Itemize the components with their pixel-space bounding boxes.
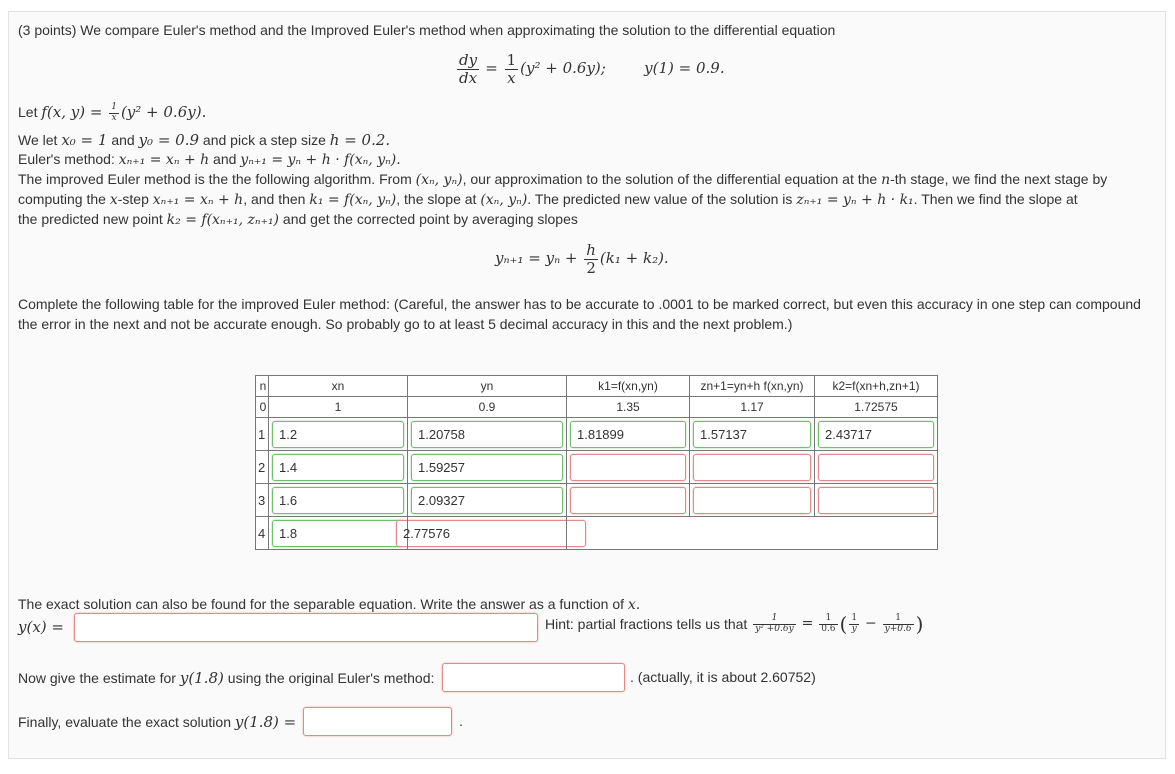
exact-value-input[interactable]: [303, 707, 452, 736]
table-row: 1 1.2 1.20758 1.81899 1.57137 2.43717: [256, 418, 938, 451]
k1-row1-input[interactable]: 1.81899: [570, 421, 686, 448]
k2-row1-input[interactable]: 2.43717: [818, 421, 934, 448]
initial-condition: y(1) = 0.9.: [644, 58, 725, 77]
euler-estimate-input[interactable]: [442, 663, 625, 692]
intro-text: (3 points) We compare Euler's method and the Improved Euler's method when approximating the solution to the differential equation: [18, 22, 836, 38]
header-xn: xn: [269, 376, 408, 397]
exact-solution-text: The exact solution can also be found for the separable equation. Write the answer as a function of x.: [18, 596, 641, 613]
header-k2: k2=f(xn+h,zn+1): [815, 376, 938, 397]
k1-row2-input[interactable]: [570, 454, 686, 481]
x1-input[interactable]: 1.2: [272, 421, 404, 448]
header-k1: k1=f(xn,yn): [567, 376, 690, 397]
y2-input[interactable]: 1.59257: [411, 454, 563, 481]
averaging-formula: yₙ₊₁ = yₙ + $\frac{h}{2}$ (k₁ + k₂).: [495, 241, 669, 277]
euler-method-line: Euler's method: xₙ₊₁ = xₙ + h and yₙ₊₁ = yₙ + h · f(xₙ, yₙ).: [18, 151, 401, 168]
x4-input[interactable]: 1.8: [272, 520, 404, 547]
instructions-line-1: Complete the following table for the improved Euler method: (Careful, the answer has to be accurate to .0001 to be marked correct, but even this accuracy in one step can compound: [18, 296, 1141, 312]
z-row2-input[interactable]: [693, 454, 811, 481]
k1-row3-input[interactable]: [570, 487, 686, 514]
header-yn: yn: [408, 376, 567, 397]
setup-line: We let x₀ = 1 and y₀ = 0.9 and pick a step size h = 0.2.: [18, 131, 391, 149]
z-row1-input[interactable]: 1.57137: [693, 421, 811, 448]
improved-euler-desc-2: computing the x-step xₙ₊₁ = xₙ + h, and then k₁ = f(xₙ, yₙ), the slope at (xₙ, yₙ). The predicted new value of the solution is zₙ₊₁ = yₙ + h · k₁. Then we find the slope at: [18, 191, 1078, 208]
y1-input[interactable]: 1.20758: [411, 421, 563, 448]
table-row: 2 1.4 1.59257: [256, 451, 938, 484]
euler-estimate-text: Now give the estimate for y(1.8) using the original Euler's method:: [18, 669, 435, 687]
improved-euler-desc-1: The improved Euler method is the the following algorithm. From (xₙ, yₙ), our approximation to the solution of the differential equation at the n-th stage, we find the next stage by: [18, 171, 1108, 188]
improved-euler-table: [255, 375, 938, 550]
y3-input[interactable]: 2.09327: [411, 487, 563, 514]
table-row: 4 1.8 2.77576: [256, 517, 938, 550]
partial-fractions-hint: Hint: partial fractions tells us that $\frac{1}{\text{y² +0.6y}}$ = $\frac{1}{0.6}$ ( $\frac{1}{y}$ − $\frac{1}{y+0.6}$ ): [545, 612, 924, 636]
final-text: Finally, evaluate the exact solution y(1.8) =: [18, 713, 297, 731]
instructions-line-2: the error in the next and not be accurate enough. So probably go to at least 5 decimal accuracy in this and the next problem.): [18, 316, 793, 332]
table-header-row: [256, 376, 938, 397]
header-zn1: zn+1=yn+h f(xn,yn): [690, 376, 815, 397]
header-n: n: [256, 376, 269, 397]
k2-row2-input[interactable]: [818, 454, 934, 481]
x3-input[interactable]: 1.6: [272, 487, 404, 514]
y4-input[interactable]: 2.77576: [396, 520, 586, 547]
table-row: 3 1.6 2.09327: [256, 484, 938, 517]
ode-equation: $\frac{dy}{dx}$ = $\frac{1}{x}$ (y² + 0.6y); y(1) = 0.9.: [459, 51, 725, 87]
table-row: 0 1 0.9 1.35 1.17 1.72575: [256, 397, 938, 418]
exact-solution-input[interactable]: [74, 613, 538, 642]
actual-value-note: . (actually, it is about 2.60752): [630, 669, 816, 685]
let-f-line: Let f(x, y) = $\frac{1}{x}$ (y² + 0.6y).: [18, 102, 207, 123]
k2-row3-input[interactable]: [818, 487, 934, 514]
z-row3-input[interactable]: [693, 487, 811, 514]
y-of-x-label: y(x) =: [18, 618, 64, 636]
improved-euler-desc-3: the predicted new point k₂ = f(xₙ₊₁, zₙ₊₁) and get the corrected point by averaging slopes: [18, 211, 578, 228]
x2-input[interactable]: 1.4: [272, 454, 404, 481]
final-dot: .: [459, 713, 463, 729]
